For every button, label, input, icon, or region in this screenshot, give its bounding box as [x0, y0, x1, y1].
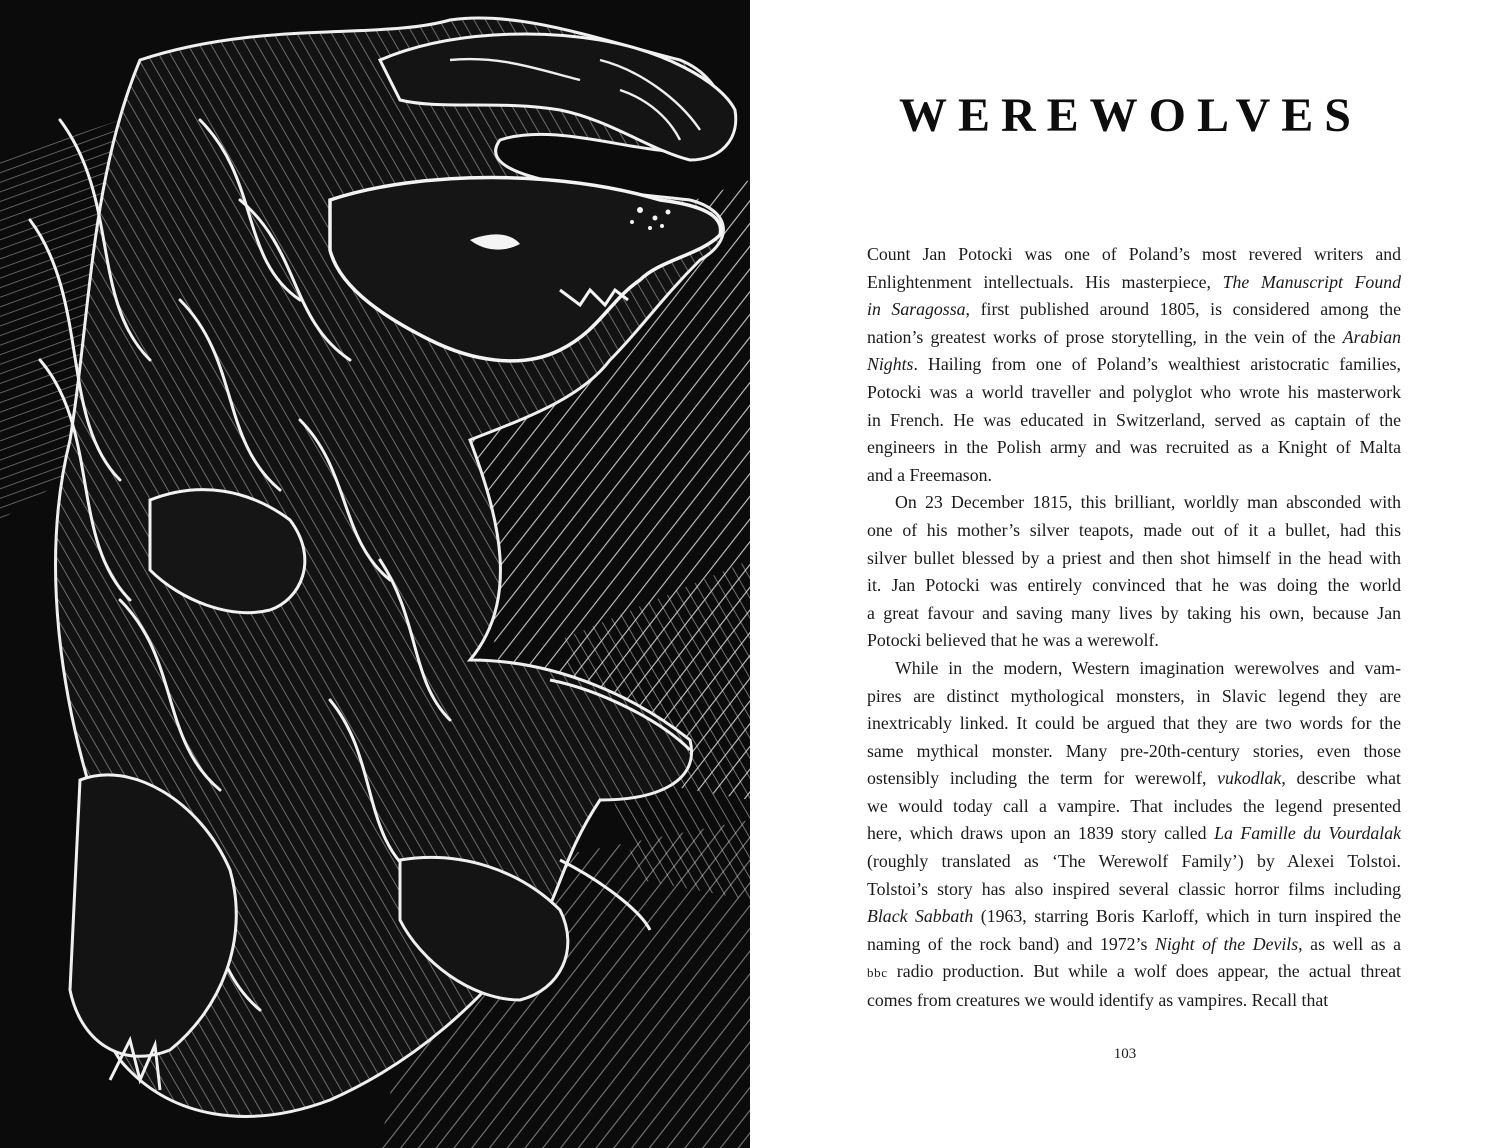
text-line: in Saragossa, first published around 1805, is considered among the: [867, 299, 1401, 320]
text-line: naming of the rock band) and 1972’s Night of the Devils, as well as a: [867, 933, 1401, 954]
italic-title: in Saragossa: [867, 299, 966, 320]
text-line: Tolstoi’s story has also inspired several classic horror films including: [867, 878, 1401, 899]
text-line: a great favour and saving many lives by taking his own, because Jan: [867, 602, 1401, 623]
text-line: bbc radio production. But while a wolf does appear, the actual threat: [867, 961, 1401, 982]
text-line: inextricably linked. It could be argued that they are two words for the: [867, 713, 1401, 734]
italic-title: The Manuscript Found: [1222, 271, 1401, 292]
text-line: Potocki was a world traveller and polyglot who wrote his masterwork: [867, 381, 1401, 402]
text-line: silver bullet blessed by a priest and then shot himself in the head with: [867, 547, 1401, 568]
text-line: engineers in the Polish army and was recruited as a Knight of Malta: [867, 437, 1401, 458]
text-line: While in the modern, Western imagination werewolves and vam-: [895, 657, 1401, 678]
text-page: [750, 0, 1500, 1148]
italic-title: Black Sabbath: [867, 906, 974, 927]
text-line: Black Sabbath (1963, starring Boris Karloff, which in turn inspired the: [867, 906, 1401, 927]
text-line: and a Freemason.: [867, 464, 992, 485]
text-line: comes from creatures we would identify as vampires. Recall that: [867, 990, 1329, 1011]
text-line: here, which draws upon an 1839 story called La Famille du Vourdalak: [867, 823, 1401, 844]
text-line: ostensibly including the term for werewolf, vukodlak, describe what: [867, 768, 1401, 789]
italic-title: Arabian: [1342, 326, 1401, 347]
text-line: one of his mother’s silver teapots, made out of it a bullet, had this: [867, 519, 1401, 540]
text-line: Potocki believed that he was a werewolf.: [867, 630, 1159, 651]
small-caps-text: bbc: [867, 965, 888, 981]
text-line: Enlightenment intellectuals. His masterpiece, The Manuscript Found: [867, 271, 1401, 292]
text-line: Nights. Hailing from one of Poland’s wealthiest aristocratic families,: [867, 354, 1401, 375]
paragraph-3: [867, 655, 1401, 1015]
text-line: pires are distinct mythological monsters, in Slavic legend they are: [867, 685, 1401, 706]
text-line: same mythical monster. Many pre-20th-century stories, even those: [867, 740, 1401, 761]
italic-title: La Famille du Vourdalak: [1214, 823, 1401, 844]
text-line: On 23 December 1815, this brilliant, worldly man absconded with: [895, 492, 1401, 513]
italic-title: Nights: [867, 354, 914, 375]
italic-title: vukodlak: [1217, 768, 1282, 789]
text-line: (roughly translated as ‘The Werewolf Family’) by Alexei Tolstoi.: [867, 851, 1401, 872]
chapter-title: WEREWOLVES: [898, 89, 1362, 142]
body-text: [867, 241, 1401, 1015]
paragraph-2: [867, 489, 1401, 655]
page-number: 103: [1113, 1046, 1137, 1062]
text-line: in French. He was educated in Switzerland, served as captain of the: [867, 409, 1401, 430]
paragraph-1: [867, 241, 1401, 489]
text-line: it. Jan Potocki was entirely convinced that he was doing the world: [867, 575, 1401, 596]
text-line: Count Jan Potocki was one of Poland’s most revered writers and: [867, 244, 1401, 264]
text-line: we would today call a vampire. That includes the legend presented: [867, 795, 1401, 816]
text-line: nation’s greatest works of prose storytelling, in the vein of the Arabian: [867, 326, 1401, 347]
italic-title: Night of the Devils: [1154, 933, 1299, 954]
